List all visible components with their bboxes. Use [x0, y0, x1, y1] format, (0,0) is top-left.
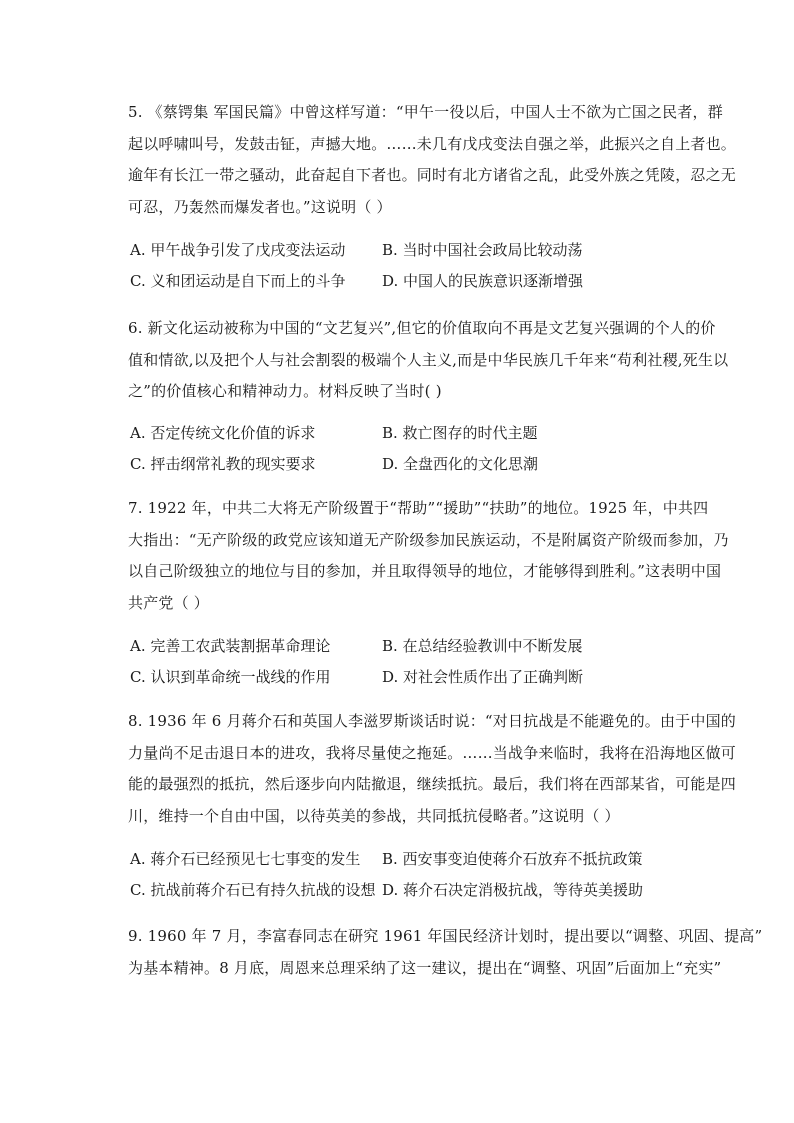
option-c: C. 抗战前蒋介石已有持久抗战的设想 — [130, 881, 376, 899]
question-5-options — [130, 235, 710, 297]
option-d: D. 对社会性质作出了正确判断 — [382, 668, 584, 686]
question-7-options — [130, 631, 710, 693]
question-line: 之”的价值核心和精神动力。材料反映了当时( ) — [128, 382, 442, 400]
question-line: 7. 1922 年，中共二大将无产阶级置于“帮助”“援助”“扶助”的地位。1925 年，中共四 — [128, 499, 709, 517]
question-9-stem — [128, 921, 763, 984]
question-line: 5. 《蔡锷集 军国民篇》中曾这样写道：“甲午一役以后，中国人士不欲为亡国之民者，群 — [128, 103, 723, 121]
question-line: 共产党（ ） — [128, 593, 209, 612]
option-a: A. 否定传统文化价值的诉求 — [130, 424, 316, 442]
question-line: 6. 新文化运动被称为中国的“文艺复兴”,但它的价值取向不再是文艺复兴强调的个人的价 — [128, 319, 716, 337]
option-d: D. 中国人的民族意识逐渐增强 — [382, 272, 584, 290]
option-b: B. 西安事变迫使蒋介石放弃不抵抗政策 — [382, 850, 643, 868]
question-line: 川，维持一个自由中国，以待英美的参战，共同抵抗侵略者。”这说明（ ） — [128, 806, 620, 825]
question-line: 可忍，乃轰然而爆发者也。”这说明（ ） — [128, 197, 392, 216]
option-a: A. 完善工农武装割据革命理论 — [130, 637, 331, 655]
question-line: 以自己阶级独立的地位与目的参加，并且取得领导的地位，才能够得到胜利。”这表明中国 — [128, 562, 722, 580]
question-5-stem — [128, 97, 737, 223]
question-line: 能的最强烈的抵抗，然后逐步向内陆撤退，继续抵抗。最后，我们将在西部某省，可能是四 — [128, 775, 737, 793]
question-line: 逾年有长江一带之骚动，此奋起自下者也。同时有北方诸省之乱，此受外族之凭陵，忍之无 — [128, 166, 737, 184]
option-b: B. 在总结经验教训中不断发展 — [382, 637, 583, 655]
question-line: 力量尚不足击退日本的进攻，我将尽量使之拖延。……当战争来临时，我将在沿海地区做可 — [128, 743, 737, 762]
option-b: B. 救亡图存的时代主题 — [382, 424, 538, 442]
question-line: 为基本精神。8 月底，周恩来总理采纳了这一建议，提出在“调整、巩固”后面加上“充实” — [128, 958, 722, 977]
question-line: 值和情欲,以及把个人与社会割裂的极端个人主义,而是中华民族几千年来“苟利社稷,死生以 — [128, 350, 729, 369]
option-d: D. 蒋介石决定消极抗战，等待英美援助 — [382, 881, 644, 899]
question-line: 9. 1960 年 7 月，李富春同志在研究 1961 年国民经济计划时，提出要以“调整、巩固、提高” — [128, 927, 763, 945]
question-line: 起以呼啸叫号，发鼓击钲，声撼大地。……未几有戊戌变法自强之举，此振兴之自上者也。 — [128, 134, 737, 153]
question-line: 8. 1936 年 6 月蒋介石和英国人李滋罗斯谈话时说：“对日抗战是不能避免的。由于中国的 — [128, 712, 736, 730]
question-6-options — [130, 418, 710, 480]
option-d: D. 全盘西化的文化思潮 — [382, 455, 539, 473]
option-c: C. 认识到革命统一战线的作用 — [130, 668, 331, 686]
question-7-stem — [128, 493, 729, 619]
question-8-options — [130, 844, 710, 906]
question-line: 大指出：“无产阶级的政党应该知道无产阶级参加民族运动，不是附属资产阶级而参加，乃 — [128, 530, 729, 549]
question-8-stem — [128, 706, 737, 832]
option-c: C. 抨击纲常礼教的现实要求 — [130, 455, 316, 473]
option-b: B. 当时中国社会政局比较动荡 — [382, 241, 583, 259]
option-a: A. 甲午战争引发了戊戌变法运动 — [130, 241, 346, 259]
question-6-stem — [128, 313, 729, 408]
option-c: C. 义和团运动是自下而上的斗争 — [130, 272, 346, 290]
option-a: A. 蒋介石已经预见七七事变的发生 — [130, 850, 361, 868]
